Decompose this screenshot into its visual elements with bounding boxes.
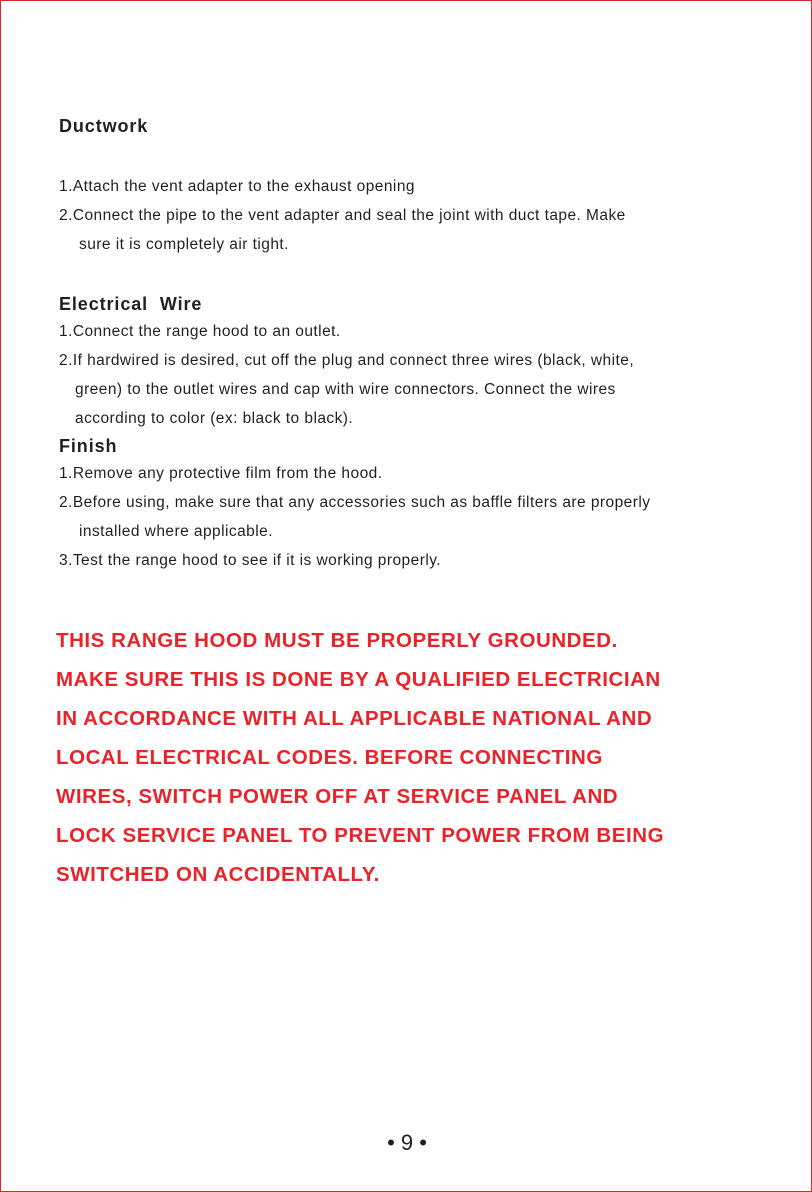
warning-line: LOCK SERVICE PANEL TO PREVENT POWER FROM BEING <box>56 824 665 847</box>
warning-line: MAKE SURE THIS IS DONE BY A QUALIFIED ELECTRICIAN <box>56 668 661 691</box>
electrical-step-1: 1.Connect the range hood to an outlet. <box>59 323 341 340</box>
finish-step-2: 2.Before using, make sure that any accessories such as baffle filters are properly <box>59 494 651 511</box>
page-number: • 9 • <box>387 1130 427 1155</box>
electrical-wire-heading: Electrical Wire <box>59 294 203 314</box>
ductwork-step-2-continued: sure it is completely air tight. <box>79 236 289 253</box>
ductwork-heading: Ductwork <box>59 116 149 136</box>
spacer <box>59 259 779 291</box>
warning-line: LOCAL ELECTRICAL CODES. BEFORE CONNECTING <box>56 746 603 769</box>
warning-line: IN ACCORDANCE WITH ALL APPLICABLE NATIONAL AND <box>56 707 653 730</box>
electrical-step-2-continued: green) to the outlet wires and cap with wire connectors. Connect the wires <box>75 381 616 398</box>
warning-line: WIRES, SWITCH POWER OFF AT SERVICE PANEL AND <box>56 785 619 808</box>
ductwork-step-1: 1.Attach the vent adapter to the exhaust opening <box>59 178 415 195</box>
instructions-section <box>59 113 779 575</box>
ductwork-step-2: 2.Connect the pipe to the vent adapter and seal the joint with duct tape. Make <box>59 207 626 224</box>
finish-heading: Finish <box>59 436 118 456</box>
finish-step-2-continued: installed where applicable. <box>79 523 273 540</box>
grounding-warning <box>56 621 796 894</box>
finish-step-3: 3.Test the range hood to see if it is working properly. <box>59 552 442 569</box>
spacer <box>59 139 779 172</box>
electrical-step-2: 2.If hardwired is desired, cut off the plug and connect three wires (black, white, <box>59 352 635 369</box>
finish-step-1: 1.Remove any protective film from the hood. <box>59 465 383 482</box>
warning-line: SWITCHED ON ACCIDENTALLY. <box>56 863 380 886</box>
warning-line: THIS RANGE HOOD MUST BE PROPERLY GROUNDED. <box>56 629 618 652</box>
electrical-step-2-continued-2: according to color (ex: black to black). <box>75 410 354 427</box>
